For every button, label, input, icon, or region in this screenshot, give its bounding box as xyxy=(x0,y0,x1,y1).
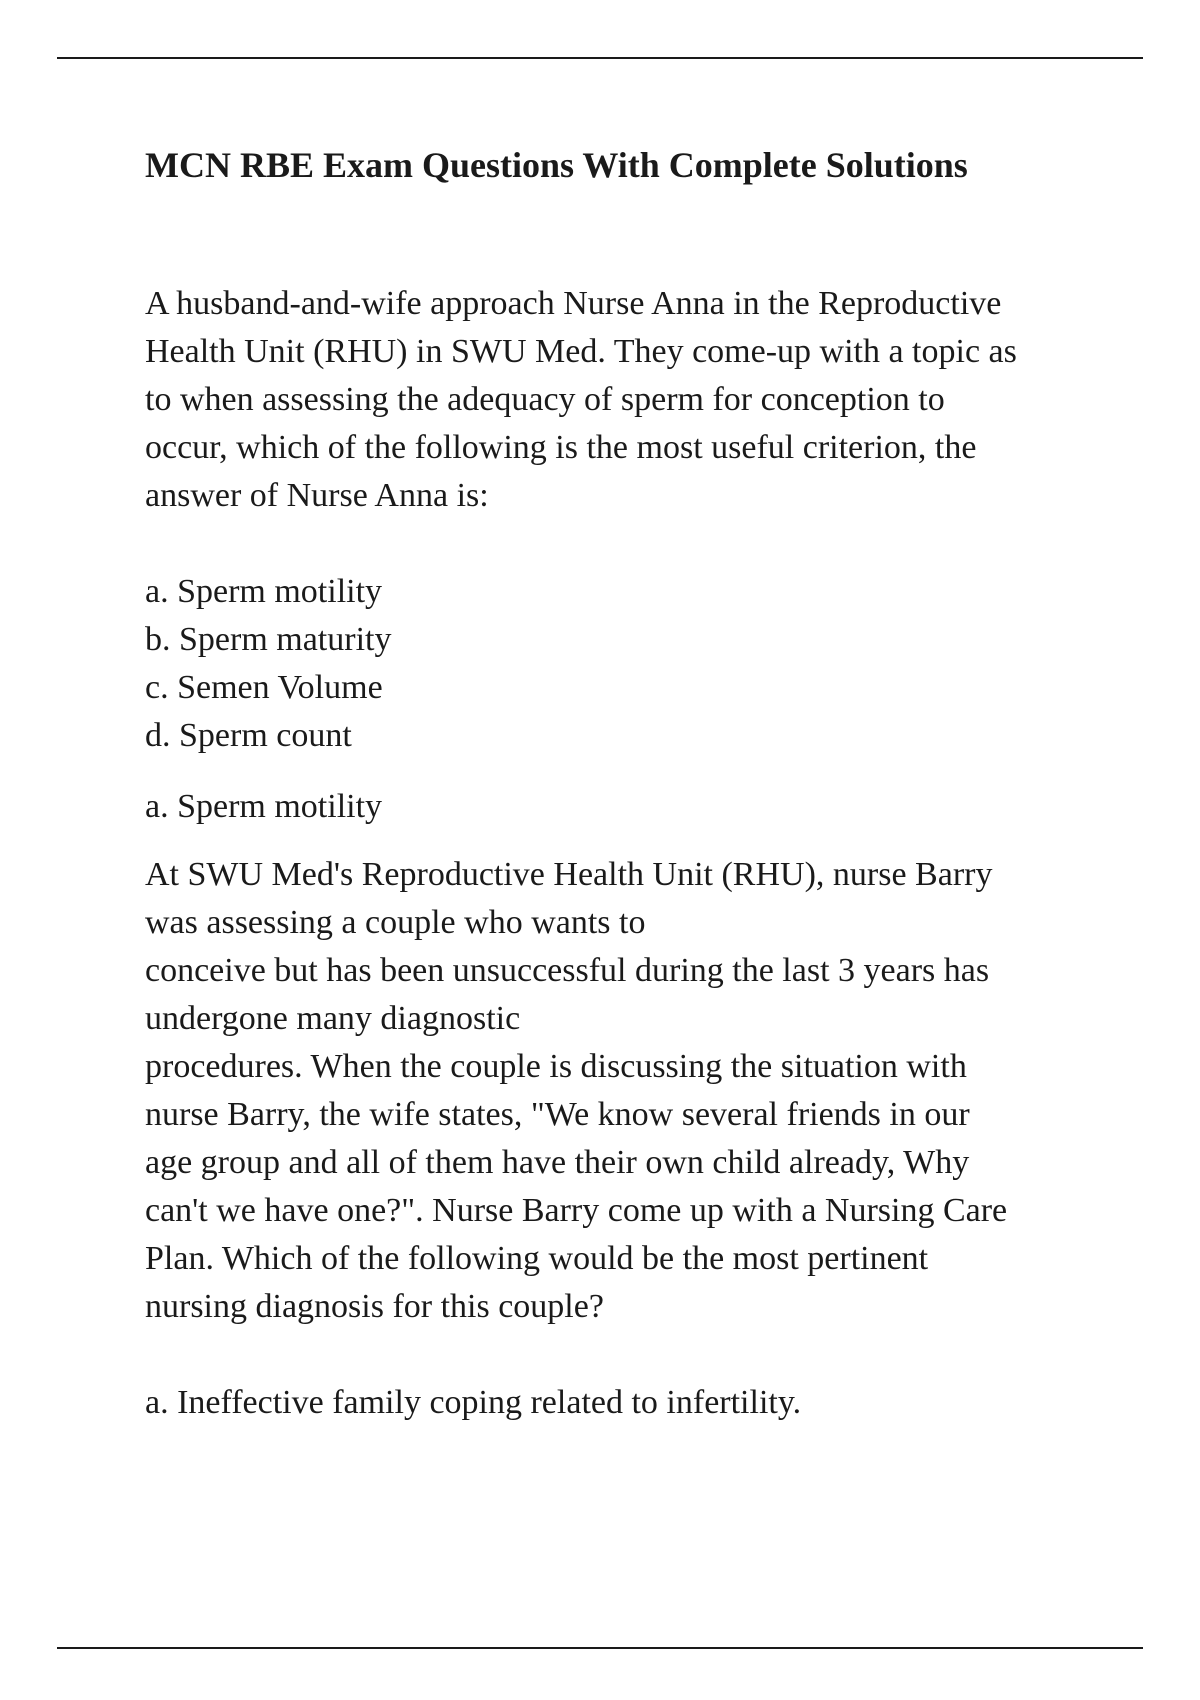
question-1-line: Health Unit (RHU) in SWU Med. They come-up with a topic as xyxy=(145,333,1017,370)
question-2-line: can't we have one?". Nurse Barry come up with a Nursing Care xyxy=(145,1192,1008,1229)
question-1-line: to when assessing the adequacy of sperm for conception to xyxy=(145,381,945,418)
question-1-answer-text: a. Sperm motility xyxy=(145,788,383,825)
question-1-line: occur, which of the following is the most useful criterion, the xyxy=(145,429,977,466)
question-1-option-b: b. Sperm maturity xyxy=(145,621,392,658)
top-divider xyxy=(57,57,1143,59)
question-2-text xyxy=(145,851,1105,1331)
question-2-line: procedures. When the couple is discussing the situation with xyxy=(145,1048,967,1085)
question-2-line: nursing diagnosis for this couple? xyxy=(145,1288,604,1325)
bottom-divider xyxy=(57,1647,1143,1649)
question-1-option-d: d. Sperm count xyxy=(145,717,352,754)
question-1-options xyxy=(145,568,1105,760)
question-2-option-a: a. Ineffective family coping related to infertility. xyxy=(145,1384,802,1421)
question-2-line: Plan. Which of the following would be the most pertinent xyxy=(145,1240,929,1277)
page-title: MCN RBE Exam Questions With Complete Solutions xyxy=(145,145,968,185)
question-1-option-a: a. Sperm motility xyxy=(145,573,383,610)
question-2-line: conceive but has been unsuccessful during the last 3 years has xyxy=(145,952,990,989)
question-1-option-c: c. Semen Volume xyxy=(145,669,383,706)
question-2-line: age group and all of them have their own child already, Why xyxy=(145,1144,970,1181)
question-1-answer xyxy=(145,783,1105,831)
question-1-line: A husband-and-wife approach Nurse Anna in the Reproductive xyxy=(145,285,1002,322)
question-1-text xyxy=(145,280,1105,520)
question-2-line: nurse Barry, the wife states, "We know several friends in our xyxy=(145,1096,970,1133)
question-2-line: undergone many diagnostic xyxy=(145,1000,521,1037)
question-2-line: was assessing a couple who wants to xyxy=(145,904,646,941)
question-1-line: answer of Nurse Anna is: xyxy=(145,477,489,514)
question-2-line: At SWU Med's Reproductive Health Unit (RHU), nurse Barry xyxy=(145,856,993,893)
question-2-options xyxy=(145,1379,1105,1427)
